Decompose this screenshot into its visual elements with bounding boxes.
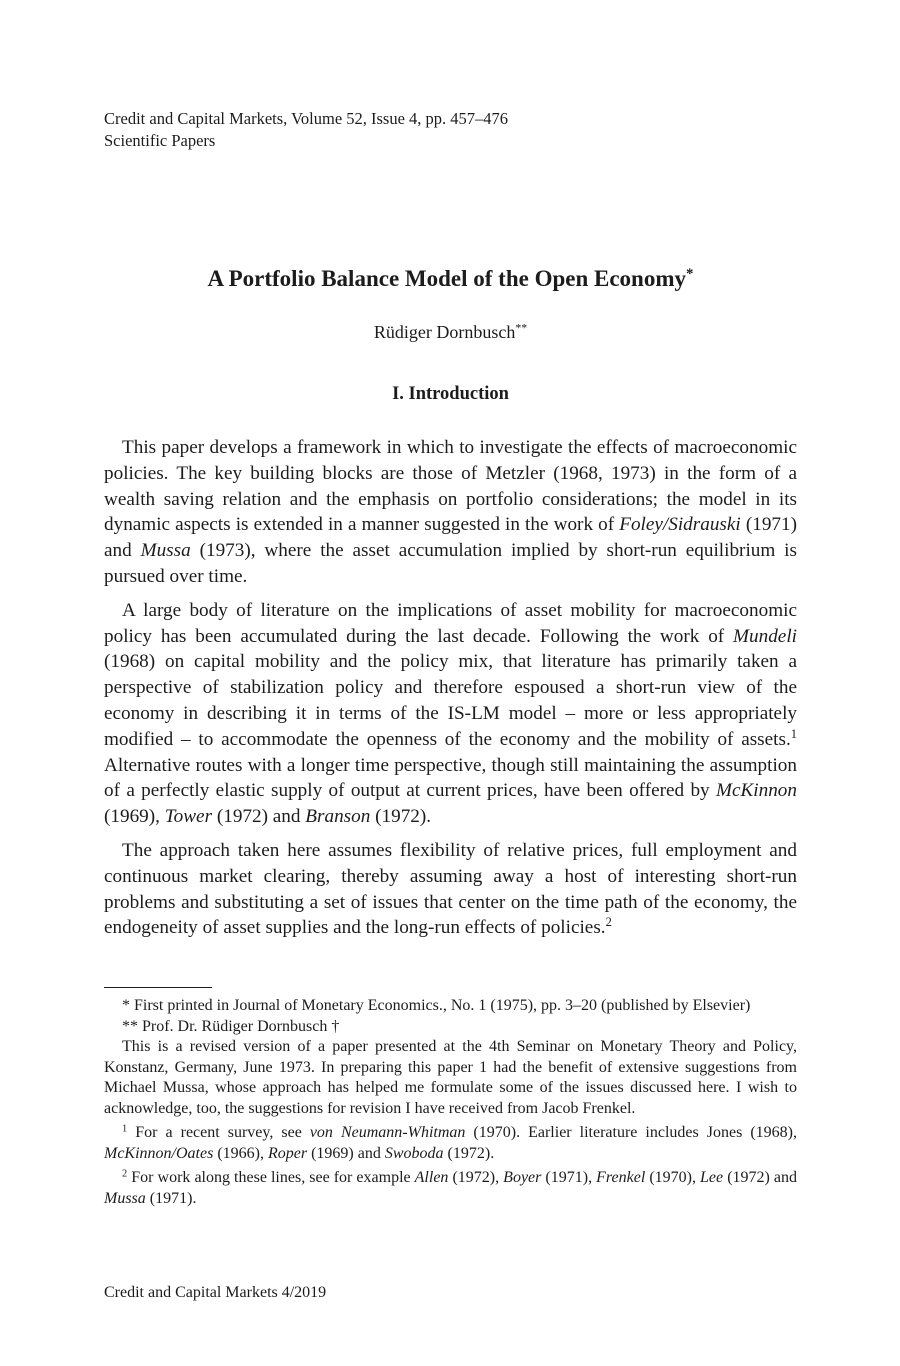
citation: Branson xyxy=(305,806,371,828)
citation: Foley/Sidrauski xyxy=(619,514,741,536)
title-footnote-mark: * xyxy=(686,265,694,282)
text-span: (1972) and xyxy=(212,806,306,828)
author-name xyxy=(104,320,797,344)
article-title-text: A Portfolio Balance Model of the Open Economy xyxy=(207,266,687,291)
citation: Roper xyxy=(267,1144,308,1162)
citation: McKinnon xyxy=(715,780,797,802)
page-header xyxy=(104,108,797,152)
text-span: (1971) and xyxy=(104,514,797,562)
body-text xyxy=(104,435,797,949)
citation: Frenkel xyxy=(596,1169,646,1186)
text-span: (1972). xyxy=(443,1144,495,1162)
footnote-2 xyxy=(104,1168,797,1209)
footnote-number: 1 xyxy=(122,1123,128,1135)
citation: Tower xyxy=(164,806,213,828)
citation: Boyer xyxy=(503,1169,542,1186)
text-span: Alternative routes with a longer time perspective, though still maintaining the assumption of a perfectly elastic supply of output at current prices, have been offered by xyxy=(104,754,797,802)
footnote-number: 2 xyxy=(122,1168,128,1180)
text-span: For work along these lines, see for example xyxy=(127,1169,415,1186)
text-span: (1972) and xyxy=(723,1169,797,1186)
text-span: (1969), xyxy=(104,806,165,828)
text-span: (1972), xyxy=(448,1169,504,1186)
paragraph-2 xyxy=(104,598,797,830)
journal-citation: Credit and Capital Markets, Volume 52, Issue 4, pp. 457–476 xyxy=(104,109,509,128)
text-span: (1971), xyxy=(541,1169,597,1186)
footnote-author: ** Prof. Dr. Rüdiger Dornbusch † xyxy=(122,1017,340,1035)
text-span: The approach taken here assumes flexibility of relative prices, full employment and continuous market clearing, thereby assuming away a host of interesting short-run problems and substituting a set of issues that center on the time path of the economy, the endogeneity of asset supplies and the long-run effects of policies. xyxy=(104,839,797,939)
text-span: (1968) on capital mobility and the policy mix, that literature has primarily taken a perspective of stabilization policy and therefore espoused a short-run view of the economy in describing it in terms of the IS-LM model – more or less appropriately modified – to accommodate the openness of the economy and the mobility of assets. xyxy=(104,651,797,750)
paragraph-1 xyxy=(104,435,797,590)
citation: McKinnon/Oates xyxy=(104,1144,214,1162)
citation: Mussa xyxy=(104,1189,146,1207)
footnote-divider xyxy=(104,987,212,988)
article-title xyxy=(104,264,797,294)
text-span: This paper develops a framework in which to investigate the effects of macroeconomic policies. The key building blocks are those of Metzler (1968, 1973) in the form of a wealth saving relation and the emphasis on portfolio considerations; the model in its dynamic aspects is extended in a manner suggested in the work of xyxy=(104,437,797,536)
paragraph-3 xyxy=(104,838,797,941)
text-span: (1973), where the asset accumulation implied by short-run equilibrium is pursued over time. xyxy=(104,540,797,587)
citation: von Neumann-Whitman xyxy=(309,1124,466,1141)
footnote-ref-1[interactable]: 1 xyxy=(790,726,797,741)
article-category: Scientific Papers xyxy=(104,131,216,150)
citation: Mussa xyxy=(140,540,191,562)
text-span: A large body of literature on the implications of asset mobility for macroeconomic policy has been accumulated during the last decade. Following the work of xyxy=(104,599,797,647)
footnote-1 xyxy=(104,1123,797,1164)
footnote-acknowledgement: This is a revised version of a paper presented at the 4th Seminar on Monetary Theory and Policy, Konstanz, Germany, June 1973. In preparing this paper 1 had the benefit of extensive suggestions from Michael Mussa, whose approach has helped me formulate some of the issues discussed here. I wish to acknowledge, too, the suggestions for revision I have received from Jacob Frenkel. xyxy=(104,1038,797,1117)
footnote-ref-2[interactable]: 2 xyxy=(605,915,612,930)
citation: Mundeli xyxy=(733,625,797,647)
page-footer: Credit and Capital Markets 4/2019 xyxy=(104,1284,327,1301)
text-span: (1966), xyxy=(213,1144,268,1162)
text-span: (1970). Earlier literature includes Jones (1968), xyxy=(465,1124,798,1141)
text-span: (1969) and xyxy=(307,1144,385,1162)
footnotes xyxy=(104,996,797,1213)
section-heading: I. Introduction xyxy=(392,384,509,404)
author-footnote-mark: ** xyxy=(515,321,528,335)
text-span: For a recent survey, see xyxy=(127,1124,310,1141)
author-name-text: Rüdiger Dornbusch xyxy=(373,322,516,342)
citation: Allen xyxy=(414,1169,449,1186)
text-span: (1971). xyxy=(145,1189,197,1207)
citation: Lee xyxy=(700,1169,724,1186)
text-span: (1970), xyxy=(645,1169,701,1186)
footnote-title: * First printed in Journal of Monetary Economics., No. 1 (1975), pp. 3–20 (published by Elsevier) xyxy=(122,997,751,1014)
text-span: (1972). xyxy=(370,806,432,828)
citation: Swoboda xyxy=(384,1144,444,1162)
